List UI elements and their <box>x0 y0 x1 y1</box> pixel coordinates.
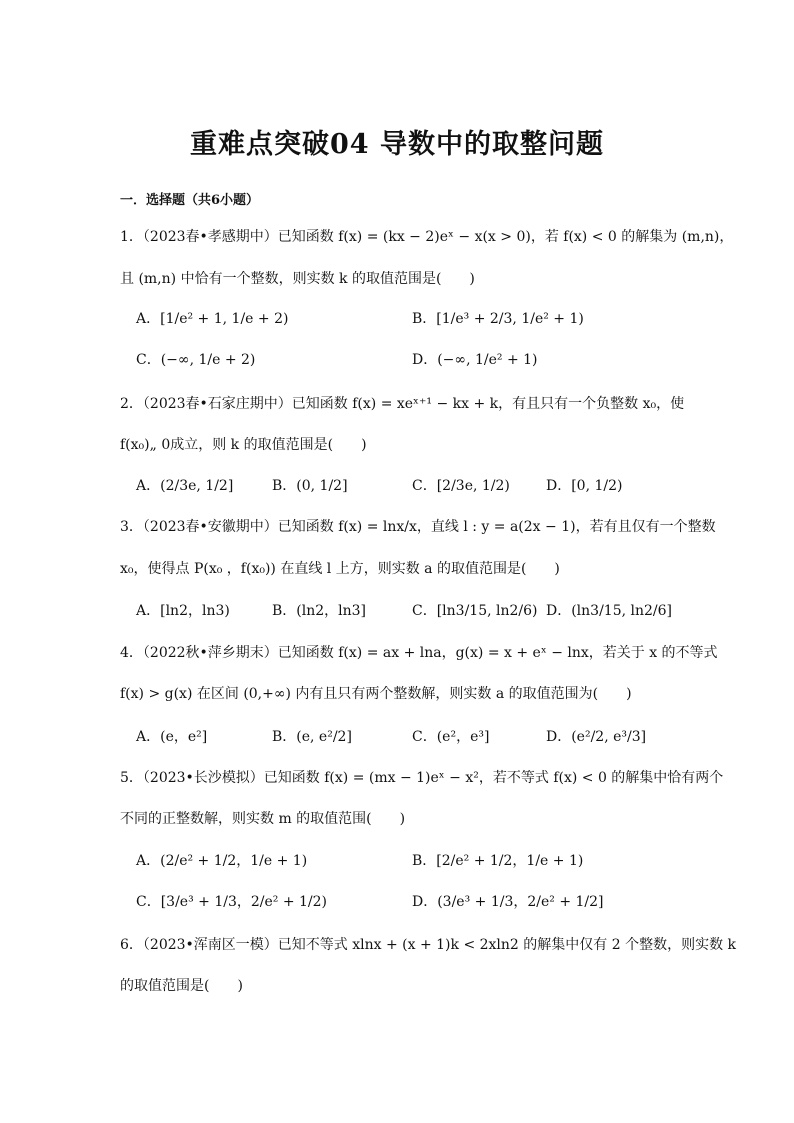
question-2-option-d: D．[0, 1/2) <box>546 478 623 494</box>
question-2-line-2: f(x₀)„ 0成立，则 k 的取值范围是( ) <box>120 437 367 453</box>
question-2-option-c: C．[2/3e, 1/2) <box>412 478 510 494</box>
question-4-option-a: A．(e，e²] <box>136 729 208 745</box>
question-5-option-a: A．(2/e² + 1/2，1/e + 1) <box>136 853 308 869</box>
question-4-option-d: D．(e²/2, e³/3] <box>546 729 647 745</box>
question-4-line-2: f(x) > g(x) 在区间 (0,+∞) 内有且只有两个整数解，则实数 a 的取值范围为( ) <box>120 686 632 702</box>
question-2-line-1: 2．（2023春•石家庄期中）已知函数 f(x) = xeˣ⁺¹ − kx + k，有且只有一个负整数 x₀，使 <box>120 396 685 412</box>
question-6-line-1: 6．（2023•浑南区一模）已知不等式 xlnx + (x + 1)k < 2xln2 的解集中仅有 2 个整数，则实数 k <box>120 937 737 953</box>
question-1-option-b: B．[1/e³ + 2/3, 1/e² + 1) <box>412 311 584 327</box>
question-3-option-b: B．(ln2，ln3] <box>272 603 367 619</box>
question-4-option-c: C．(e²，e³] <box>412 729 490 745</box>
section-heading: 一．选择题（共6小题） <box>120 193 260 208</box>
question-5-line-1: 5．（2023•长沙模拟）已知函数 f(x) = (mx − 1)eˣ − x²，若不等式 f(x) < 0 的解集中恰有两个 <box>120 770 724 786</box>
question-4-line-1: 4．（2022秋•萍乡期末）已知函数 f(x) = ax + lna，g(x) = x + eˣ − lnx，若关于 x 的不等式 <box>120 645 718 661</box>
question-3-option-a: A．[ln2，ln3) <box>136 603 230 619</box>
question-5-option-b: B．[2/e² + 1/2，1/e + 1) <box>412 853 584 869</box>
question-3-option-d: D．(ln3/15, ln2/6] <box>546 603 673 619</box>
question-3-option-c: C．[ln3/15, ln2/6) <box>412 603 538 619</box>
question-1-line-1: 1．（2023春•孝感期中）已知函数 f(x) = (kx − 2)eˣ − x(x > 0)，若 f(x) < 0 的解集为 (m,n)， <box>120 229 734 245</box>
question-3-line-1: 3．（2023春•安徽期中）已知函数 f(x) = lnx/x，直线 l : y = a(2x − 1)，若有且仅有一个整数 <box>120 519 716 535</box>
question-1-option-d: D．(−∞, 1/e² + 1) <box>412 352 538 368</box>
question-6-line-2: 的取值范围是( ) <box>120 978 243 994</box>
page-title: 重难点突破04 导数中的取整问题 <box>190 129 604 160</box>
question-2-option-b: B．(0, 1/2] <box>272 478 348 494</box>
question-3-line-2: x₀，使得点 P(x₀ ，f(x₀)) 在直线 l 上方，则实数 a 的取值范围是( ) <box>120 561 560 577</box>
question-4-option-b: B．(e, e²/2] <box>272 729 352 745</box>
question-1-option-c: C．(−∞, 1/e + 2) <box>136 352 256 368</box>
question-5-option-c: C．[3/e³ + 1/3，2/e² + 1/2) <box>136 894 328 910</box>
question-2-option-a: A．(2/3e, 1/2] <box>136 478 234 494</box>
question-1-option-a: A．[1/e² + 1, 1/e + 2) <box>136 311 289 327</box>
question-5-line-2: 不同的正整数解，则实数 m 的取值范围( ) <box>120 811 406 827</box>
question-1-line-2: 且 (m,n) 中恰有一个整数，则实数 k 的取值范围是( ) <box>120 271 475 287</box>
question-5-option-d: D．(3/e³ + 1/3，2/e² + 1/2] <box>412 894 604 910</box>
